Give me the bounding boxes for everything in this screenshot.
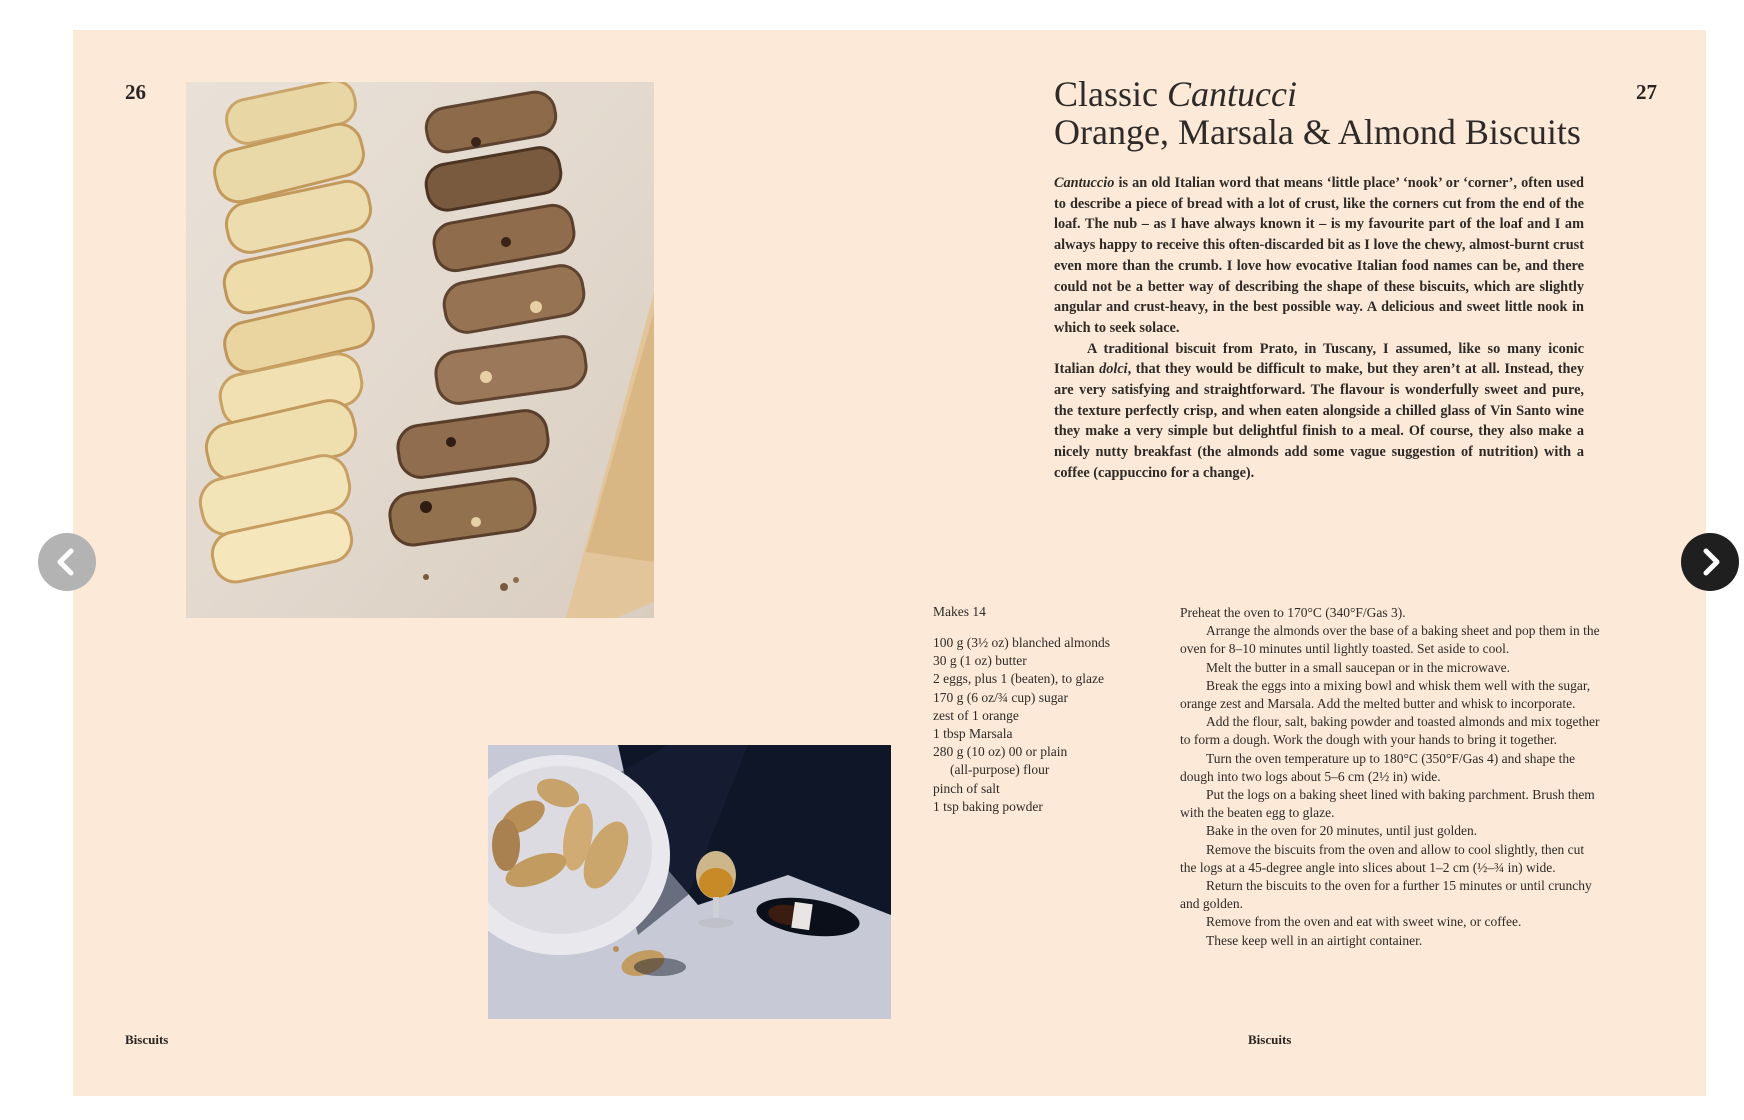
ingredient-item: (all-purpose) flour [950,762,1050,778]
method-step: Preheat the oven to 170°C (340°F/Gas 3). [1180,605,1406,620]
title-prefix: Classic [1054,74,1167,114]
ingredient-item: zest of 1 orange [933,707,1019,723]
ingredient-item: 1 tsp baking powder [933,798,1043,814]
photo-cantucci-on-parchment [186,82,654,618]
method-step: Bake in the oven for 20 minutes, until just golden. [1206,823,1478,839]
title-subtitle: Orange, Marsala & Almond Biscuits [1054,112,1581,152]
page-number-right: 27 [1636,80,1657,104]
chevron-left-icon [38,533,96,591]
footer-section-right: Biscuits [1248,1032,1292,1047]
intro-paragraph-2 [1054,339,1584,484]
ingredients-list [933,634,1173,816]
intro-p2-text: , that they would be difficult to make, but they aren’t at all. Instead, they are very satisfying and straightforward. The flavour is wonderfully sweet and pure, the texture perfectly crisp, and when eaten alongside a chilled glass of Vin Santo wine they make a very simple but delightful finish to a meal. Of course, they also make a nicely nutty breakfast (the almonds add some vague suggestion of nutrition) with a coffee (cappuccino for a change). [1054,361,1584,481]
method-step: Put the logs on a baking sheet lined with baking parchment. Brush them with the beaten egg to glaze. [1180,787,1595,821]
method-step: Break the eggs into a mixing bowl and whisk them well with the sugar, orange zest and Marsala. Add the melted butter and whisk to incorporate. [1180,677,1591,712]
ingredient-item: 1 tbsp Marsala [933,726,1013,742]
recipe-title [1054,74,1581,152]
previous-page-button[interactable] [38,533,96,591]
method-step: Add the flour, salt, baking powder and toasted almonds and mix together to form a dough. Work the dough with your hands to bring it together. [1180,714,1600,748]
method-step: Melt the butter in a small saucepan or in the microwave. [1206,659,1511,675]
chevron-right-icon [1681,533,1739,591]
method-step: These keep well in an airtight container. [1206,932,1423,948]
ingredient-item: 170 g (6 oz/¾ cup) sugar [933,689,1068,705]
intro-italic-word: Cantuccio [1054,175,1115,191]
method-step: Remove the biscuits from the oven and allow to cool slightly, then cut the logs at a 45-degree angle into slices about 1–2 cm (½–¾ in) wide. [1180,841,1585,875]
intro-p1-text: is an old Italian word that means ‘little place’ ‘nook’ or ‘corner’, often used to describe a piece of bread with a lot of crust, like the corners cut from the end of the loaf. The nub – as I have always known it – is my favourite part of the loaf and I am always happy to receive this often-discarded bit as I love the chewy, almost-burnt crust even more than the crumb. I love how evocative Italian food names can be, and there could not be a better way of describing the shape of these biscuits, which are slightly angular and crust-heavy, in the best possible way. A delicious and sweet little nook in which to seek solace. [1054,175,1584,336]
ingredient-item: pinch of salt [933,780,1000,796]
ingredient-item: 100 g (3½ oz) blanched almonds [933,635,1110,650]
method-step: Remove from the oven and eat with sweet wine, or coffee. [1206,914,1522,930]
method-steps [1180,604,1600,950]
ingredient-item: 30 g (1 oz) butter [933,653,1027,669]
method-step: Turn the oven temperature up to 180°C (350°F/Gas 4) and shape the dough into two logs about 5–6 cm (2½ in) wide. [1180,750,1576,784]
photo-biscuits-and-marsala [488,745,891,1019]
ingredient-item: 2 eggs, plus 1 (beaten), to glaze [933,671,1104,687]
book-spread [73,30,1706,1096]
intro-p2-start: A traditional biscuit from Prato, in Tuscany, I assumed, like so many iconic Italian [1054,340,1584,378]
intro-paragraph-1 [1054,173,1584,339]
intro-p2-italic: dolci [1099,361,1128,378]
method-step: Return the biscuits to the oven for a further 15 minutes or until crunchy and golden. [1180,878,1592,912]
next-page-button[interactable] [1681,533,1739,591]
footer-section-left: Biscuits [125,1032,169,1047]
recipe-yield: Makes 14 [933,604,986,619]
ingredient-item: 280 g (10 oz) 00 or plain [933,744,1068,760]
method-step: Arrange the almonds over the base of a baking sheet and pop them in the oven for 8–10 minutes until lightly toasted. Set aside to cool. [1180,623,1600,657]
recipe-introduction [1054,173,1584,484]
page-number-left: 26 [125,80,146,104]
title-italic: Cantucci [1167,74,1297,114]
